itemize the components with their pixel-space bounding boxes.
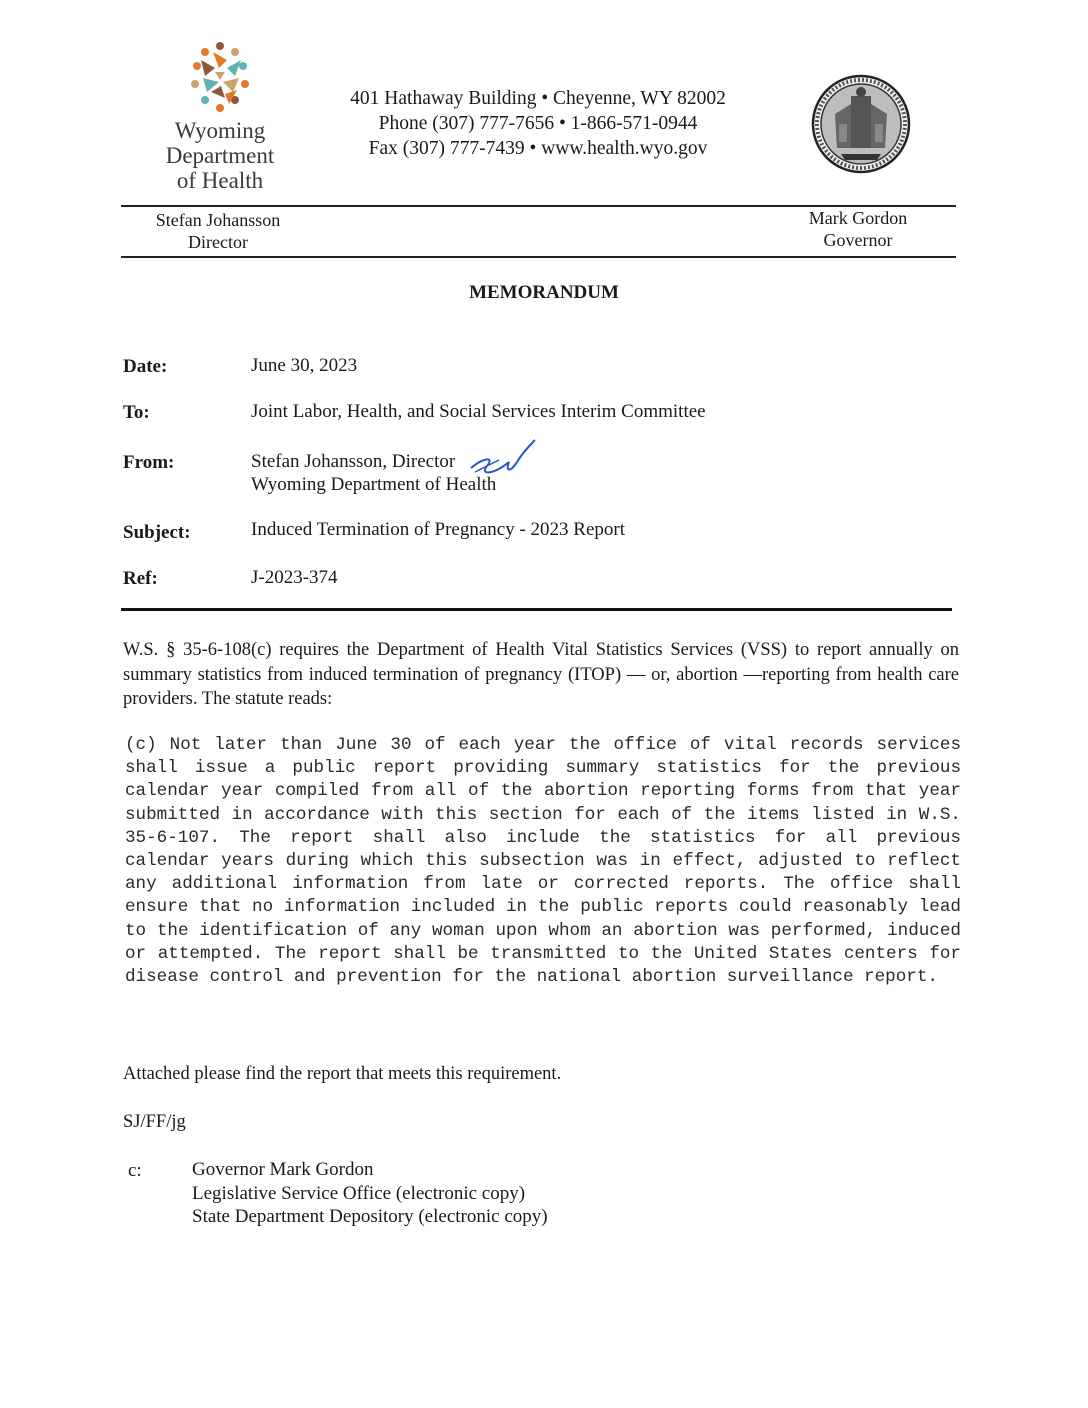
phone-line: Phone (307) 777-7656 • 1-866-571-0944 [378, 113, 698, 134]
governor-title: Governor [823, 230, 893, 250]
letterhead-address [300, 86, 776, 161]
cc-recipient: Legislative Service Office (electronic copy) [192, 1182, 526, 1204]
org-name-line-1: Wyoming [174, 118, 266, 143]
wdh-logo [150, 38, 290, 193]
header-divider [121, 608, 952, 611]
from-label: From: [123, 452, 175, 473]
date-value: June 30, 2023 [251, 355, 358, 376]
state-seal-icon [811, 74, 911, 174]
from-value [251, 450, 496, 496]
from-org: Wyoming Department of Health [251, 474, 497, 495]
subject-value: Induced Termination of Pregnancy - 2023 Report [251, 519, 625, 540]
date-label: Date: [123, 356, 168, 377]
statute-quote: (c) Not later than June 30 of each year the office of vital records services shall issue a public report providing summary statistics for the previous calendar year compiled from all of the abortion reporting forms from that year submitted in accordance with this section for each of the items listed in W.S. 35-6-107. The report shall also include the statistics for all previous calendar years during which this subsection was in effect, adjusted to reflect any additional information from late or corrected reports. The office shall ensure that no information included in the public reports could reasonably lead to the identification of any woman upon whom an abortion was performed, induced or attempted. The report shall be transmitted to the United States centers for disease control and prevention for the national abortion surveillance report. [125, 735, 972, 988]
intro-paragraph: W.S. § 35-6-108(c) requires the Department of Health Vital Statistics Services (VSS) to report annually on summary statistics from induced termination of pregnancy (ITOP) — or, abortion —reporting from health care providers. The statute reads: [123, 640, 959, 709]
org-name-line-3: of Health [176, 168, 264, 193]
governor-block [796, 207, 920, 251]
governor-name: Mark Gordon [808, 208, 908, 228]
attached-note: Attached please find the report that meets this requirement. [123, 1064, 562, 1084]
to-value: Joint Labor, Health, and Social Services Interim Committee [251, 401, 706, 422]
cc-recipient: State Department Depository (electronic copy) [192, 1206, 548, 1227]
from-name: Stefan Johansson, Director [251, 451, 456, 472]
letterhead-bottom-rule [121, 256, 956, 258]
ref-label: Ref: [123, 568, 158, 589]
fax-line: Fax (307) 777-7439 • www.health.wyo.gov [368, 138, 708, 159]
address-line: 401 Hathaway Building • Cheyenne, WY 82002 [350, 88, 726, 109]
to-label: To: [123, 402, 150, 423]
director-block [140, 209, 296, 253]
cc-label: c: [128, 1160, 142, 1181]
wdh-logo-icon [175, 38, 265, 118]
cc-list [192, 1158, 548, 1229]
initials: SJ/FF/jg [123, 1112, 186, 1132]
cc-recipient: Governor Mark Gordon [192, 1159, 374, 1180]
signature-icon [465, 436, 540, 486]
memo-title: MEMORANDUM [469, 282, 619, 303]
director-name: Stefan Johansson [155, 210, 281, 230]
ref-value: J-2023-374 [251, 567, 338, 588]
subject-label: Subject: [123, 522, 191, 543]
org-name-line-2: Department [165, 143, 275, 168]
director-title: Director [188, 232, 248, 252]
